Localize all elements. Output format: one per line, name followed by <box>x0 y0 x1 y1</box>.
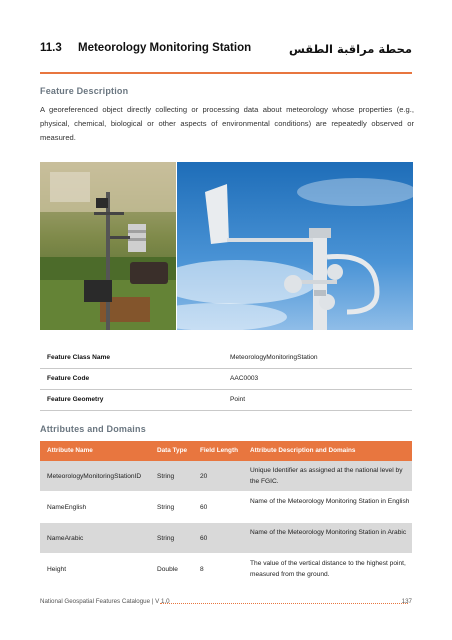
footer-dotted-leader <box>160 603 408 604</box>
col-attribute-name: Attribute Name <box>47 447 93 454</box>
page-number: 137 <box>401 598 412 605</box>
attribute-description: Name of the Meteorology Monitoring Station in English <box>250 498 410 505</box>
feature-description-heading: Feature Description <box>40 86 129 96</box>
attribute-length: 60 <box>200 535 208 542</box>
attribute-description: Unique Identifier as assigned at the national level by the FGIC. <box>250 467 403 485</box>
attribute-type: String <box>157 535 175 542</box>
feature-description-text: A georeferenced object directly collecting or processing data about meteorology whose properties (e.g., physical, chemical, biological or other aspects of environmental conditions) are repeatedly observed or measured. <box>40 105 414 142</box>
weather-station-garden-photo <box>40 162 176 330</box>
attribute-type: String <box>157 504 175 511</box>
garden-photo-illustration <box>40 162 176 330</box>
attribute-description: The value of the vertical distance to the highest point, measured from the ground. <box>250 560 406 578</box>
section-title: Meteorology Monitoring Station <box>78 42 252 54</box>
feature-info-value: Point <box>230 396 246 403</box>
page-footer <box>40 598 412 610</box>
header-divider <box>40 72 412 74</box>
attribute-name: MeteorologyMonitoringStationID <box>47 473 142 480</box>
attribute-length: 20 <box>200 473 208 480</box>
attributes-table <box>40 441 412 585</box>
table-row <box>40 523 412 554</box>
feature-info-row <box>40 369 412 390</box>
attributes-table-header <box>40 441 412 461</box>
feature-info-table <box>40 348 412 411</box>
feature-info-row <box>40 390 412 411</box>
attribute-name: NameArabic <box>47 535 84 542</box>
col-description: Attribute Description and Domains <box>250 447 356 454</box>
col-field-length: Field Length <box>200 447 238 454</box>
feature-info-value: MeteorologyMonitoringStation <box>230 354 318 361</box>
attribute-name: NameEnglish <box>47 504 87 511</box>
col-data-type: Data Type <box>157 447 188 454</box>
attribute-length: 60 <box>200 504 208 511</box>
attribute-description: Name of the Meteorology Monitoring Station in Arabic <box>250 529 407 536</box>
footer-catalogue-label: National Geospatial Features Catalogue | V 1.0 <box>40 598 170 605</box>
attribute-type: String <box>157 473 175 480</box>
feature-info-row <box>40 348 412 369</box>
feature-info-value: AAC0003 <box>230 375 259 382</box>
section-arabic-title: محطة مراقبة الطقس <box>288 42 412 56</box>
table-row <box>40 461 412 492</box>
feature-info-key: Feature Code <box>47 375 90 382</box>
attribute-length: 8 <box>200 566 204 573</box>
attribute-name: Height <box>47 566 67 573</box>
section-number: 11.3 <box>40 42 62 54</box>
table-row <box>40 554 412 585</box>
attributes-heading: Attributes and Domains <box>40 424 146 434</box>
feature-info-key: Feature Class Name <box>47 354 111 361</box>
section-header <box>40 42 412 58</box>
feature-info-key: Feature Geometry <box>47 396 104 403</box>
attribute-type: Double <box>157 566 178 573</box>
anemometer-sky-photo <box>177 162 413 330</box>
table-row <box>40 492 412 523</box>
anemometer-photo-illustration <box>177 162 413 330</box>
